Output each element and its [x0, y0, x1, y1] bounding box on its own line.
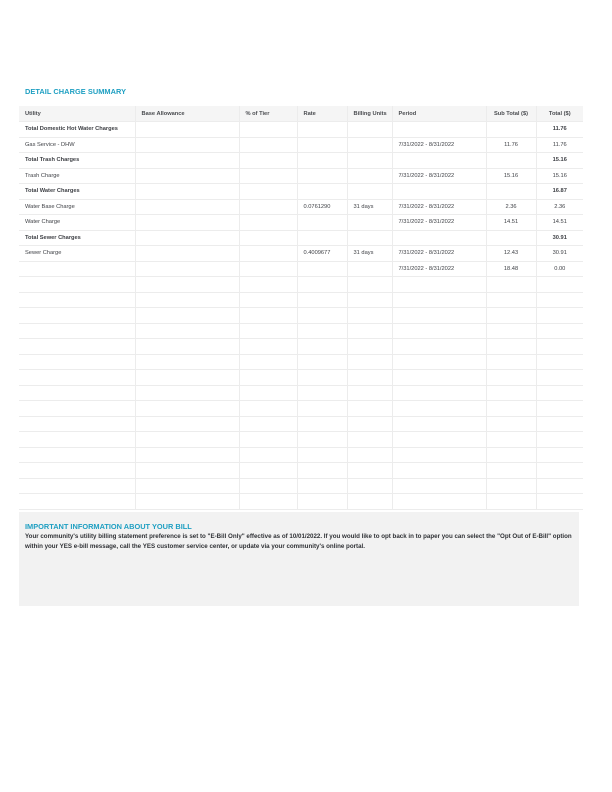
empty-cell	[347, 447, 392, 463]
cell-percent-of-tier	[239, 153, 297, 169]
cell-base-allowance	[135, 199, 239, 215]
empty-cell	[297, 323, 347, 339]
column-header-utility: Utility	[19, 106, 135, 122]
table-row	[19, 137, 583, 153]
cell-total: 14.51	[536, 215, 583, 231]
cell-period	[392, 153, 486, 169]
empty-cell	[536, 308, 583, 324]
empty-table-row	[19, 308, 583, 324]
empty-cell	[297, 292, 347, 308]
empty-cell	[135, 494, 239, 510]
empty-cell	[19, 401, 135, 417]
empty-table-row	[19, 416, 583, 432]
empty-cell	[536, 432, 583, 448]
column-header-period: Period	[392, 106, 486, 122]
cell-period	[392, 184, 486, 200]
empty-cell	[239, 354, 297, 370]
cell-period	[392, 230, 486, 246]
empty-cell	[297, 370, 347, 386]
cell-base-allowance	[135, 246, 239, 262]
empty-cell	[486, 370, 536, 386]
empty-table-row	[19, 354, 583, 370]
cell-total: 2.36	[536, 199, 583, 215]
empty-cell	[486, 401, 536, 417]
empty-cell	[347, 463, 392, 479]
empty-cell	[347, 323, 392, 339]
empty-cell	[347, 416, 392, 432]
cell-period: 7/31/2022 - 8/31/2022	[392, 246, 486, 262]
empty-cell	[536, 354, 583, 370]
empty-table-row	[19, 432, 583, 448]
empty-cell	[239, 432, 297, 448]
cell-sub-total: 18.48	[486, 261, 536, 277]
cell-rate	[297, 137, 347, 153]
cell-rate: 0.0761290	[297, 199, 347, 215]
detail-charge-summary-title: DETAIL CHARGE SUMMARY	[25, 87, 127, 96]
empty-cell	[486, 432, 536, 448]
column-header-rate: Rate	[297, 106, 347, 122]
cell-sub-total	[486, 230, 536, 246]
cell-base-allowance	[135, 137, 239, 153]
cell-base-allowance	[135, 153, 239, 169]
cell-billing-units	[347, 137, 392, 153]
table-row	[19, 215, 583, 231]
cell-base-allowance	[135, 184, 239, 200]
cell-total: 0.00	[536, 261, 583, 277]
empty-cell	[347, 339, 392, 355]
empty-cell	[536, 416, 583, 432]
cell-total: 30.91	[536, 246, 583, 262]
cell-billing-units	[347, 153, 392, 169]
table-total-row	[19, 184, 583, 200]
cell-percent-of-tier	[239, 230, 297, 246]
empty-cell	[392, 323, 486, 339]
charge-table-container	[19, 106, 583, 510]
cell-utility: Total Domestic Hot Water Charges	[19, 122, 135, 138]
empty-cell	[19, 277, 135, 293]
cell-base-allowance	[135, 122, 239, 138]
cell-total: 11.76	[536, 137, 583, 153]
cell-billing-units	[347, 168, 392, 184]
cell-sub-total	[486, 184, 536, 200]
table-total-row	[19, 153, 583, 169]
empty-table-row	[19, 385, 583, 401]
empty-cell	[239, 401, 297, 417]
empty-cell	[536, 447, 583, 463]
empty-cell	[486, 308, 536, 324]
empty-cell	[19, 385, 135, 401]
cell-total: 15.16	[536, 153, 583, 169]
empty-cell	[239, 416, 297, 432]
cell-percent-of-tier	[239, 246, 297, 262]
cell-rate	[297, 122, 347, 138]
table-total-row	[19, 122, 583, 138]
cell-billing-units: 31 days	[347, 199, 392, 215]
cell-rate	[297, 230, 347, 246]
cell-sub-total	[486, 153, 536, 169]
empty-cell	[392, 416, 486, 432]
column-header-sub-total: Sub Total ($)	[486, 106, 536, 122]
cell-base-allowance	[135, 215, 239, 231]
empty-cell	[135, 478, 239, 494]
important-information-title: IMPORTANT INFORMATION ABOUT YOUR BILL	[25, 522, 192, 531]
cell-billing-units	[347, 215, 392, 231]
empty-cell	[536, 323, 583, 339]
cell-billing-units	[347, 184, 392, 200]
empty-cell	[347, 478, 392, 494]
empty-cell	[392, 385, 486, 401]
charge-summary-table	[19, 106, 583, 510]
table-total-row	[19, 230, 583, 246]
cell-utility: Gas Service - DHW	[19, 137, 135, 153]
empty-cell	[486, 323, 536, 339]
empty-cell	[135, 401, 239, 417]
empty-cell	[486, 277, 536, 293]
cell-rate	[297, 261, 347, 277]
cell-total: 11.76	[536, 122, 583, 138]
column-header-billing-units: Billing Units	[347, 106, 392, 122]
empty-cell	[536, 401, 583, 417]
empty-cell	[135, 308, 239, 324]
important-information-box	[19, 512, 579, 606]
cell-base-allowance	[135, 261, 239, 277]
empty-cell	[536, 385, 583, 401]
empty-cell	[392, 494, 486, 510]
empty-cell	[239, 447, 297, 463]
column-header-total: Total ($)	[536, 106, 583, 122]
empty-cell	[486, 339, 536, 355]
cell-sub-total: 12.43	[486, 246, 536, 262]
cell-base-allowance	[135, 168, 239, 184]
empty-cell	[135, 323, 239, 339]
empty-cell	[347, 277, 392, 293]
empty-cell	[239, 339, 297, 355]
cell-rate	[297, 153, 347, 169]
empty-cell	[297, 432, 347, 448]
important-information-text: Your community's utility billing statement preference is set to "E-Bill Only" effective as of 10/01/2022. If you would like to opt back in to paper you can select the "Opt Out of E-Bill" option within your YES e-bill message, call the YES customer service center, or update via your community's online portal.	[25, 533, 572, 550]
empty-cell	[486, 494, 536, 510]
cell-total: 16.87	[536, 184, 583, 200]
empty-cell	[486, 478, 536, 494]
empty-cell	[239, 478, 297, 494]
empty-cell	[536, 277, 583, 293]
cell-total: 30.91	[536, 230, 583, 246]
empty-cell	[536, 370, 583, 386]
cell-total: 15.16	[536, 168, 583, 184]
cell-period: 7/31/2022 - 8/31/2022	[392, 215, 486, 231]
cell-percent-of-tier	[239, 184, 297, 200]
empty-cell	[19, 292, 135, 308]
cell-utility: Trash Charge	[19, 168, 135, 184]
empty-cell	[347, 432, 392, 448]
empty-cell	[392, 292, 486, 308]
empty-table-row	[19, 323, 583, 339]
empty-cell	[239, 463, 297, 479]
cell-rate: 0.4009677	[297, 246, 347, 262]
empty-cell	[347, 354, 392, 370]
table-row	[19, 168, 583, 184]
empty-table-row	[19, 494, 583, 510]
cell-utility	[19, 261, 135, 277]
empty-cell	[486, 447, 536, 463]
table-row	[19, 246, 583, 262]
empty-cell	[486, 354, 536, 370]
cell-period: 7/31/2022 - 8/31/2022	[392, 199, 486, 215]
empty-cell	[486, 416, 536, 432]
empty-cell	[536, 494, 583, 510]
empty-cell	[19, 323, 135, 339]
cell-period	[392, 122, 486, 138]
empty-cell	[19, 416, 135, 432]
table-row	[19, 261, 583, 277]
cell-percent-of-tier	[239, 261, 297, 277]
empty-cell	[392, 339, 486, 355]
empty-table-row	[19, 277, 583, 293]
empty-cell	[135, 416, 239, 432]
empty-cell	[297, 494, 347, 510]
empty-cell	[19, 432, 135, 448]
empty-cell	[392, 401, 486, 417]
empty-cell	[239, 370, 297, 386]
empty-cell	[392, 370, 486, 386]
empty-cell	[536, 478, 583, 494]
cell-sub-total: 2.36	[486, 199, 536, 215]
empty-cell	[297, 447, 347, 463]
empty-cell	[297, 339, 347, 355]
cell-utility: Total Trash Charges	[19, 153, 135, 169]
empty-cell	[392, 432, 486, 448]
empty-table-row	[19, 478, 583, 494]
cell-rate	[297, 184, 347, 200]
cell-utility: Sewer Charge	[19, 246, 135, 262]
empty-cell	[135, 277, 239, 293]
empty-cell	[392, 447, 486, 463]
empty-cell	[297, 354, 347, 370]
empty-cell	[536, 292, 583, 308]
empty-cell	[135, 292, 239, 308]
empty-cell	[19, 463, 135, 479]
column-header-percent-of-tier: % of Tier	[239, 106, 297, 122]
empty-cell	[297, 463, 347, 479]
cell-billing-units	[347, 230, 392, 246]
empty-cell	[19, 370, 135, 386]
empty-cell	[239, 385, 297, 401]
empty-table-row	[19, 463, 583, 479]
empty-cell	[297, 277, 347, 293]
empty-cell	[297, 478, 347, 494]
empty-cell	[239, 494, 297, 510]
empty-cell	[239, 277, 297, 293]
empty-cell	[135, 370, 239, 386]
empty-cell	[19, 478, 135, 494]
empty-cell	[19, 494, 135, 510]
empty-cell	[392, 308, 486, 324]
cell-utility: Total Sewer Charges	[19, 230, 135, 246]
empty-cell	[347, 308, 392, 324]
empty-cell	[392, 478, 486, 494]
cell-rate	[297, 168, 347, 184]
empty-cell	[297, 416, 347, 432]
cell-utility: Water Base Charge	[19, 199, 135, 215]
empty-table-row	[19, 447, 583, 463]
cell-period: 7/31/2022 - 8/31/2022	[392, 261, 486, 277]
cell-rate	[297, 215, 347, 231]
empty-cell	[347, 370, 392, 386]
cell-sub-total: 11.76	[486, 137, 536, 153]
cell-period: 7/31/2022 - 8/31/2022	[392, 137, 486, 153]
cell-percent-of-tier	[239, 137, 297, 153]
empty-table-row	[19, 370, 583, 386]
empty-cell	[347, 385, 392, 401]
cell-percent-of-tier	[239, 168, 297, 184]
cell-sub-total: 14.51	[486, 215, 536, 231]
cell-base-allowance	[135, 230, 239, 246]
empty-cell	[135, 339, 239, 355]
empty-cell	[347, 292, 392, 308]
empty-cell	[19, 447, 135, 463]
column-header-base-allowance: Base Allowance	[135, 106, 239, 122]
cell-utility: Total Water Charges	[19, 184, 135, 200]
table-header-row	[19, 106, 583, 122]
cell-utility: Water Charge	[19, 215, 135, 231]
empty-cell	[19, 308, 135, 324]
empty-table-row	[19, 292, 583, 308]
empty-cell	[239, 292, 297, 308]
cell-billing-units	[347, 261, 392, 277]
empty-cell	[347, 401, 392, 417]
empty-cell	[392, 354, 486, 370]
empty-table-row	[19, 401, 583, 417]
empty-table-row	[19, 339, 583, 355]
empty-cell	[297, 308, 347, 324]
cell-percent-of-tier	[239, 122, 297, 138]
cell-percent-of-tier	[239, 215, 297, 231]
empty-cell	[536, 463, 583, 479]
empty-cell	[135, 463, 239, 479]
empty-cell	[486, 385, 536, 401]
cell-billing-units	[347, 122, 392, 138]
empty-cell	[297, 401, 347, 417]
empty-cell	[486, 463, 536, 479]
cell-sub-total: 15.16	[486, 168, 536, 184]
empty-cell	[239, 308, 297, 324]
empty-cell	[392, 277, 486, 293]
empty-cell	[536, 339, 583, 355]
empty-cell	[239, 323, 297, 339]
cell-sub-total	[486, 122, 536, 138]
empty-cell	[135, 354, 239, 370]
cell-billing-units: 31 days	[347, 246, 392, 262]
empty-cell	[297, 385, 347, 401]
empty-cell	[135, 447, 239, 463]
empty-cell	[19, 354, 135, 370]
table-row	[19, 199, 583, 215]
empty-cell	[135, 432, 239, 448]
cell-percent-of-tier	[239, 199, 297, 215]
empty-cell	[347, 494, 392, 510]
empty-cell	[135, 385, 239, 401]
charge-table-body	[19, 122, 583, 510]
cell-period: 7/31/2022 - 8/31/2022	[392, 168, 486, 184]
empty-cell	[392, 463, 486, 479]
empty-cell	[486, 292, 536, 308]
empty-cell	[19, 339, 135, 355]
